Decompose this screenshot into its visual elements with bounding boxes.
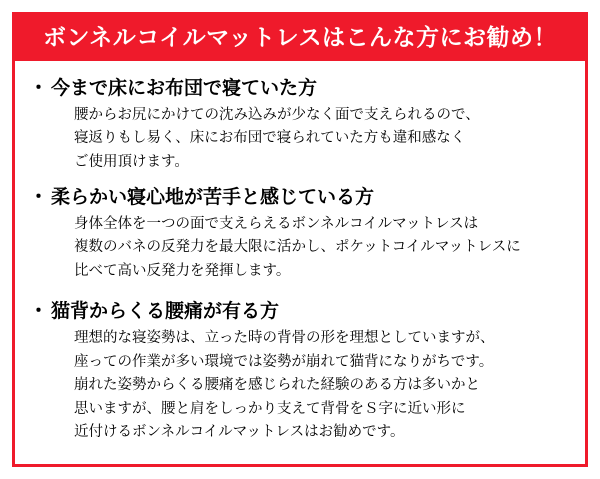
- section-2-heading: 柔らかい寝心地が苦手と感じている方: [51, 186, 375, 209]
- red-bordered-panel: [12, 12, 588, 467]
- bullet-icon: ・: [29, 77, 49, 99]
- section-1-body: [74, 104, 571, 174]
- section-3-body: [74, 327, 571, 444]
- section-1-heading-row: [29, 77, 571, 101]
- section-3-heading-row: [29, 300, 571, 324]
- body-line: 思いますが、腰と肩をしっかり支えて背骨をＳ字に近い形に: [74, 400, 466, 417]
- body-line: 理想的な寝姿勢は、立った時の背骨の形を理想としていますが、: [74, 330, 495, 347]
- section-3-heading: 猫背からくる腰痛が有る方: [51, 300, 280, 323]
- body-line: 近付けるボンネルコイルマットレスはお勧めです。: [74, 424, 405, 441]
- section-1-heading: 今まで床にお布団で寝ていた方: [51, 77, 318, 99]
- body-line: 座っての作業が多い環境では姿勢が崩れて猫背になりがちです。: [74, 353, 494, 370]
- body-line: ご使用頂けます。: [74, 153, 189, 170]
- body-line: 寝返りもし易く、床にお布団で寝られていた方も違和感なく: [74, 130, 466, 147]
- body-line: 比べて高い反発力を発揮します。: [74, 262, 291, 279]
- section-3: [29, 300, 571, 444]
- section-2-body: [74, 213, 571, 283]
- body-line: 崩れた姿勢からくる腰痛を感じられた経験のある方は多いかと: [74, 377, 480, 394]
- section-2: [29, 186, 571, 283]
- body-line: 腰からお尻にかけての沈み込みが少なく面で支えられるので、: [74, 106, 480, 123]
- header-banner: [15, 15, 585, 61]
- bullet-icon: ・: [29, 300, 49, 323]
- content-area: [15, 61, 585, 464]
- section-2-heading-row: [29, 186, 571, 210]
- header-title: ボンネルコイルマットレスはこんな方にお勧め！: [42, 24, 557, 51]
- section-1: [29, 77, 571, 174]
- body-line: 身体全体を一つの面で支えらえるボンネルコイルマットレスは: [74, 215, 479, 232]
- bullet-icon: ・: [29, 186, 49, 209]
- body-line: 複数のバネの反発力を最大限に活かし、ポケットコイルマットレスに: [74, 239, 521, 256]
